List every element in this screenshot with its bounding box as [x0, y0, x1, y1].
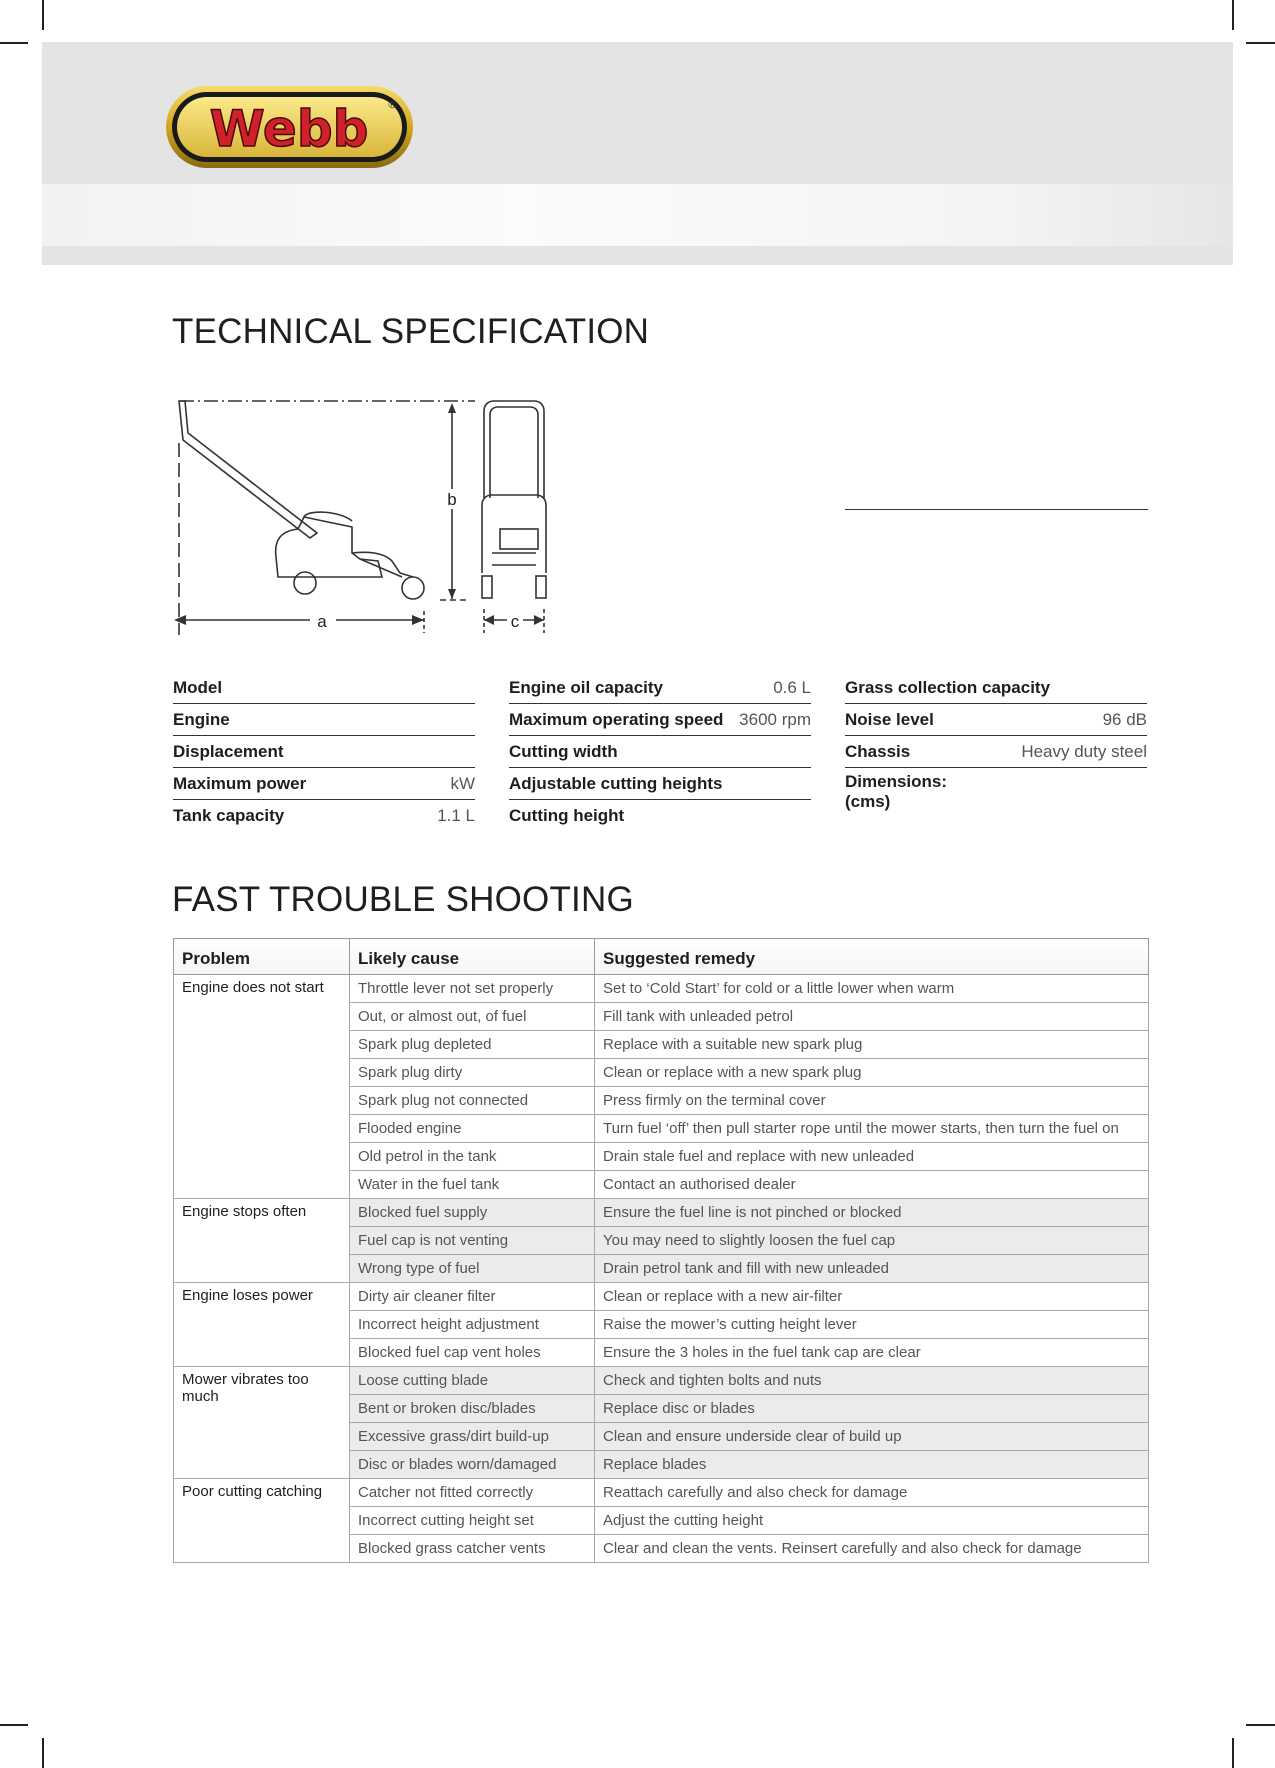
table-header-row — [174, 939, 1149, 975]
problem-cell: Poor cutting catching — [174, 1479, 350, 1563]
remedy-cell: Set to ‘Cold Start’ for cold or a little lower when warm — [595, 975, 1149, 1003]
remedy-cell: Drain petrol tank and fill with new unleaded — [595, 1255, 1149, 1283]
spec-row: Maximum operating speed 3600 rpm — [509, 704, 811, 736]
crop-mark — [42, 0, 44, 30]
cause-cell: Old petrol in the tank — [350, 1143, 595, 1171]
table-row — [174, 975, 1149, 1003]
cause-cell: Catcher not fitted correctly — [350, 1479, 595, 1507]
table-row — [174, 1367, 1149, 1395]
cause-cell: Water in the fuel tank — [350, 1171, 595, 1199]
cause-cell: Blocked fuel cap vent holes — [350, 1339, 595, 1367]
spec-row: Dimensions: (cms) — [845, 772, 948, 811]
remedy-cell: Ensure the fuel line is not pinched or blocked — [595, 1199, 1149, 1227]
spec-row: Engine — [173, 704, 475, 736]
cause-cell: Excessive grass/dirt build-up — [350, 1423, 595, 1451]
spec-column-1 — [173, 672, 475, 831]
cause-cell: Loose cutting blade — [350, 1367, 595, 1395]
column-header-problem: Problem — [174, 939, 350, 975]
table-row — [174, 1479, 1149, 1507]
cause-cell: Out, or almost out, of fuel — [350, 1003, 595, 1031]
spec-row: Model — [173, 672, 475, 704]
spec-heading: TECHNICAL SPECIFICATION — [172, 312, 650, 351]
spec-row: Maximum power kW — [173, 768, 475, 800]
cause-cell: Bent or broken disc/blades — [350, 1395, 595, 1423]
remedy-cell: Fill tank with unleaded petrol — [595, 1003, 1149, 1031]
remedy-cell: Check and tighten bolts and nuts — [595, 1367, 1149, 1395]
table-row — [174, 1199, 1149, 1227]
remedy-cell: Contact an authorised dealer — [595, 1171, 1149, 1199]
cause-cell: Wrong type of fuel — [350, 1255, 595, 1283]
cause-cell: Incorrect height adjustment — [350, 1311, 595, 1339]
remedy-cell: Ensure the 3 holes in the fuel tank cap are clear — [595, 1339, 1149, 1367]
remedy-cell: Press firmly on the terminal cover — [595, 1087, 1149, 1115]
remedy-cell: Clean or replace with a new spark plug — [595, 1059, 1149, 1087]
problem-cell: Engine loses power — [174, 1283, 350, 1367]
cause-cell: Incorrect cutting height set — [350, 1507, 595, 1535]
divider-line — [845, 509, 1148, 510]
cause-cell: Spark plug dirty — [350, 1059, 595, 1087]
troubleshooting-heading: FAST TROUBLE SHOOTING — [172, 880, 634, 919]
logo-text: Webb — [209, 100, 369, 158]
remedy-cell: Drain stale fuel and replace with new unleaded — [595, 1143, 1149, 1171]
problem-cell: Engine does not start — [174, 975, 350, 1199]
dimension-label-a: a — [317, 612, 327, 631]
spec-row: Cutting width — [509, 736, 811, 768]
crop-mark — [1232, 0, 1234, 30]
remedy-cell: Clear and clean the vents. Reinsert carefully and also check for damage — [595, 1535, 1149, 1563]
spec-row: Adjustable cutting heights — [509, 768, 811, 800]
remedy-cell: Replace with a suitable new spark plug — [595, 1031, 1149, 1059]
cause-cell: Flooded engine — [350, 1115, 595, 1143]
spec-row: Grass collection capacity — [845, 672, 1147, 704]
spec-row: Cutting height — [509, 805, 625, 825]
spec-column-3 — [845, 672, 1147, 814]
spec-row: Noise level 96 dB — [845, 704, 1147, 736]
problem-cell: Mower vibrates too much — [174, 1367, 350, 1479]
page-header — [42, 42, 1233, 265]
dimension-label-b: b — [447, 490, 457, 509]
cause-cell: Spark plug not connected — [350, 1087, 595, 1115]
spec-row: Chassis Heavy duty steel — [845, 736, 1147, 768]
spec-row: Tank capacity 1.1 L — [173, 805, 475, 825]
crop-mark — [1246, 42, 1275, 44]
remedy-cell: Clean or replace with a new air-filter — [595, 1283, 1149, 1311]
remedy-cell: Raise the mower’s cutting height lever — [595, 1311, 1149, 1339]
cause-cell: Disc or blades worn/damaged — [350, 1451, 595, 1479]
problem-cell: Engine stops often — [174, 1199, 350, 1283]
crop-mark — [0, 42, 28, 44]
dimension-label-c: c — [510, 612, 520, 631]
header-band — [42, 184, 1233, 246]
crop-mark — [42, 1738, 44, 1768]
webb-logo — [165, 84, 415, 170]
remedy-cell: Adjust the cutting height — [595, 1507, 1149, 1535]
troubleshooting-table — [173, 938, 1149, 1563]
cause-cell: Dirty air cleaner filter — [350, 1283, 595, 1311]
spec-row: Displacement — [173, 736, 475, 768]
svg-text:®: ® — [387, 98, 398, 111]
mower-dimension-diagram — [170, 393, 590, 638]
remedy-cell: Clean and ensure underside clear of build up — [595, 1423, 1149, 1451]
crop-mark — [1232, 1738, 1234, 1768]
remedy-cell: Replace blades — [595, 1451, 1149, 1479]
crop-mark — [1246, 1724, 1275, 1726]
crop-mark — [0, 1724, 28, 1726]
cause-cell: Throttle lever not set properly — [350, 975, 595, 1003]
spec-row: Engine oil capacity 0.6 L — [509, 672, 811, 704]
cause-cell: Spark plug depleted — [350, 1031, 595, 1059]
cause-cell: Fuel cap is not venting — [350, 1227, 595, 1255]
remedy-cell: Replace disc or blades — [595, 1395, 1149, 1423]
table-row — [174, 1283, 1149, 1311]
cause-cell: Blocked fuel supply — [350, 1199, 595, 1227]
remedy-cell: You may need to slightly loosen the fuel cap — [595, 1227, 1149, 1255]
column-header-cause: Likely cause — [350, 939, 595, 975]
remedy-cell: Reattach carefully and also check for damage — [595, 1479, 1149, 1507]
table-body — [174, 975, 1149, 1563]
spec-column-2 — [509, 672, 811, 831]
column-header-remedy: Suggested remedy — [595, 939, 1149, 975]
cause-cell: Blocked grass catcher vents — [350, 1535, 595, 1563]
remedy-cell: Turn fuel ‘off’ then pull starter rope until the mower starts, then turn the fuel on — [595, 1115, 1149, 1143]
